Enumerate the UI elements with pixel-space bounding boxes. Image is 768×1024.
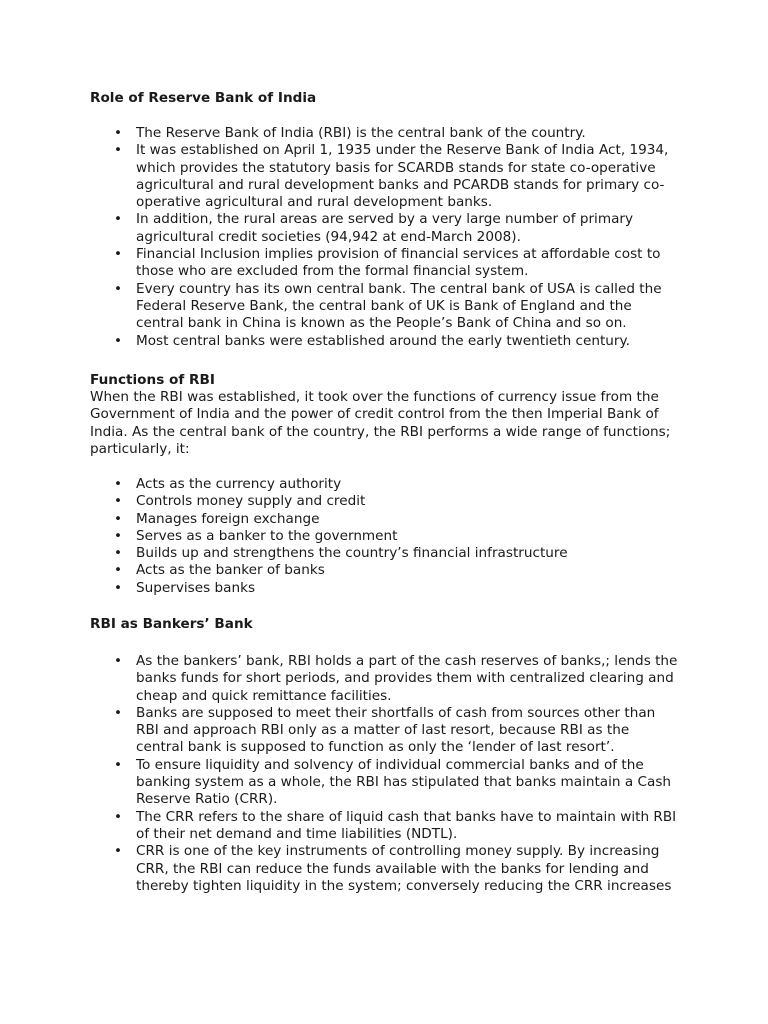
list-item — [90, 562, 680, 579]
bullet-icon: • — [114, 843, 123, 860]
list-item — [90, 757, 680, 809]
list-item — [90, 493, 680, 510]
bullet-icon: • — [114, 579, 123, 596]
list-item — [90, 653, 680, 705]
bullet-icon: • — [114, 125, 123, 141]
list-item-text: Acts as the banker of banks — [136, 562, 325, 579]
role-bullet-list — [90, 125, 680, 350]
bullet-icon: • — [114, 476, 123, 492]
list-item-text: Banks are supposed to meet their shortfalls of cash from sources other than RBI and approach RBI only as a matter of last resort, because RBI as the central bank is supposed to function as only the ‘lender of last resort’. — [136, 704, 656, 756]
list-item-text: Financial Inclusion implies provision of financial services at affordable cost to those who are excluded from the formal financial system. — [136, 246, 661, 280]
list-item-text: The CRR refers to the share of liquid cash that banks have to maintain with RBI of their net demand and time liabilities (NDTL). — [136, 808, 677, 842]
bullet-icon: • — [114, 653, 123, 669]
list-item — [90, 705, 680, 757]
list-item-text: As the bankers’ bank, RBI holds a part of the cash reserves of banks,; lends the banks funds for short periods, and provides them with centralized clearing and cheap and quick remittance facilities. — [136, 653, 678, 704]
list-item — [90, 281, 680, 333]
list-item — [90, 809, 680, 844]
list-item-text: Every country has its own central bank. The central bank of USA is called the Federal Reserve Bank, the central bank of UK is Bank of England and the central bank in China is known as the People’s Bank of China and so on. — [136, 280, 662, 332]
functions-bullet-list — [90, 476, 680, 597]
bullet-icon: • — [114, 211, 123, 228]
list-item — [90, 528, 680, 545]
list-item-text: Manages foreign exchange — [136, 510, 320, 527]
bullet-icon: • — [114, 332, 123, 349]
bullet-icon: • — [114, 246, 123, 263]
bullet-icon: • — [114, 704, 123, 721]
bullet-icon: • — [114, 527, 123, 544]
list-item — [90, 211, 680, 246]
bullet-icon: • — [114, 142, 123, 159]
list-item-text: Acts as the currency authority — [136, 476, 342, 492]
list-item — [90, 580, 680, 597]
bullet-icon: • — [114, 510, 123, 527]
bullet-icon: • — [114, 756, 123, 773]
list-item-text: Controls money supply and credit — [136, 493, 366, 510]
list-item — [90, 511, 680, 528]
section-heading-functions: Functions of RBI — [90, 372, 215, 388]
functions-paragraph: When the RBI was established, it took over the functions of currency issue from the Government of India and the power of credit control from the then Imperial Bank of India. As the central bank of the country, the RBI performs a wide range of functions; particularly, it: — [90, 389, 671, 457]
list-item-text: Most central banks were established around the early twentieth century. — [136, 332, 630, 349]
list-item-text: In addition, the rural areas are served by a very large number of primary agricultural credit societies (94,942 at end-March 2008). — [136, 211, 634, 245]
list-item — [90, 476, 680, 493]
list-item — [90, 142, 680, 211]
section-heading-bankers-bank: RBI as Bankers’ Bank — [90, 616, 253, 632]
bankers-bank-bullet-list — [90, 653, 680, 895]
bullet-icon: • — [114, 545, 123, 562]
list-item-text: To ensure liquidity and solvency of individual commercial banks and of the banking system as a whole, the RBI has stipulated that banks maintain a Cash Reserve Ratio (CRR). — [136, 756, 672, 808]
list-item — [90, 333, 680, 350]
list-item — [90, 545, 680, 562]
bullet-icon: • — [114, 280, 123, 297]
list-item-text: Builds up and strengthens the country’s financial infrastructure — [136, 545, 568, 562]
list-item-text: It was established on April 1, 1935 under the Reserve Bank of India Act, 1934, which provides the statutory basis for SCARDB stands for state co-operative agricultural and rural development banks and PCARDB stands for primary co-operative agricultural and rural development banks. — [136, 142, 669, 211]
list-item — [90, 125, 680, 142]
list-item-text: Supervises banks — [136, 579, 256, 596]
section-heading-role: Role of Reserve Bank of India — [90, 90, 317, 106]
bullet-icon: • — [114, 808, 123, 825]
list-item — [90, 843, 680, 895]
bullet-icon: • — [114, 562, 123, 579]
list-item — [90, 246, 680, 281]
bullet-icon: • — [114, 493, 123, 510]
list-item-text: Serves as a banker to the government — [136, 527, 398, 544]
list-item-text: CRR is one of the key instruments of controlling money supply. By increasing CRR, the RBI can reduce the funds available with the banks for lending and thereby tighten liquidity in the system; conversely reducing the CRR increases — [136, 843, 672, 894]
list-item-text: The Reserve Bank of India (RBI) is the central bank of the country. — [136, 125, 586, 141]
